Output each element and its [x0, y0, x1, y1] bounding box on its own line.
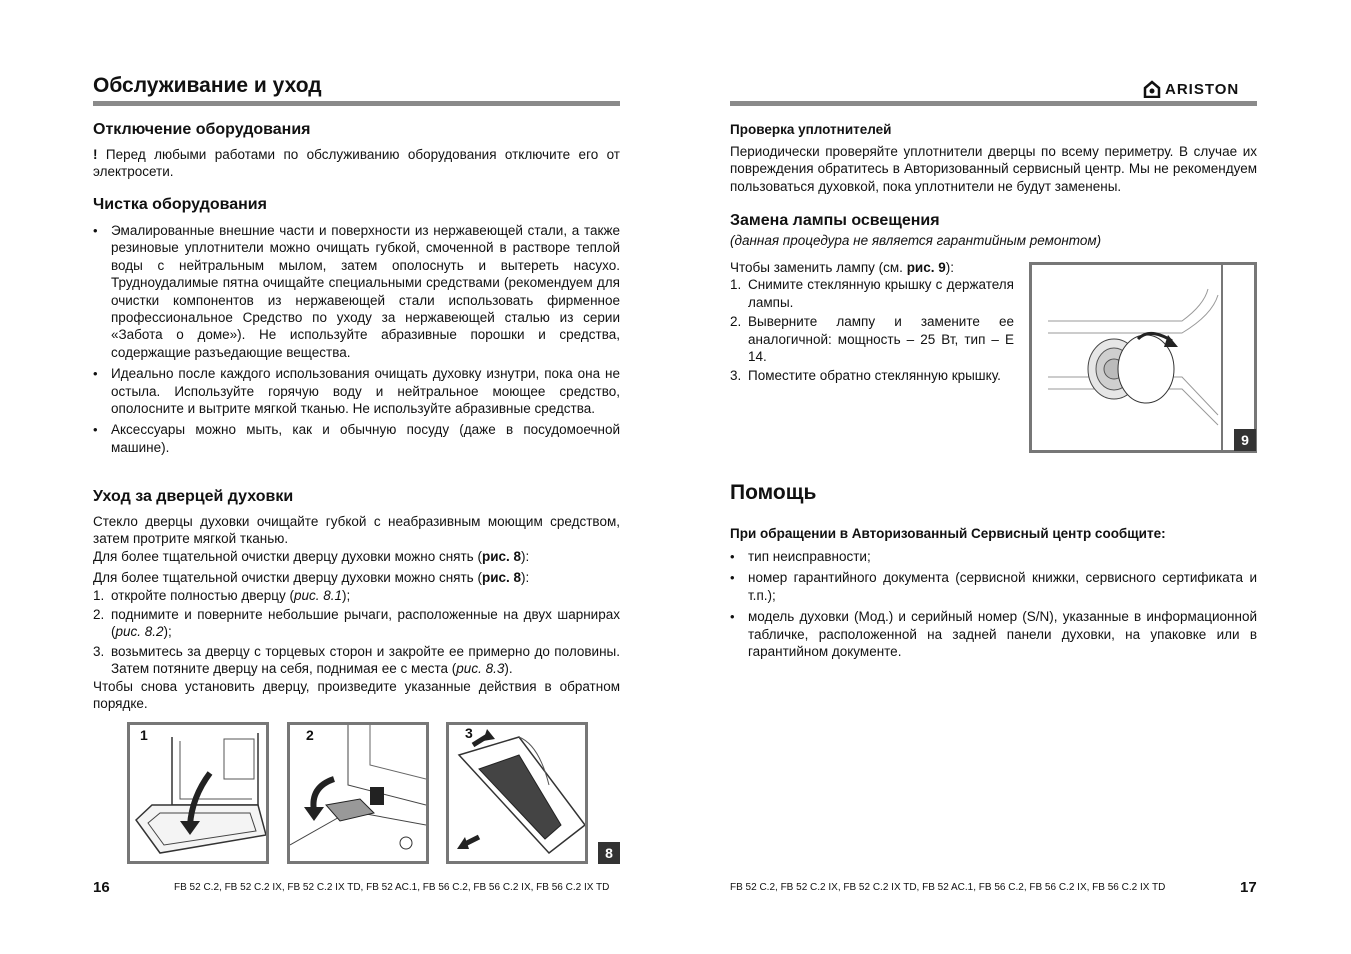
list-item: • Аксессуары можно мыть, как и обычную посуду (даже в посудомоечной машине).	[93, 421, 620, 456]
ariston-logo-icon	[1143, 80, 1161, 98]
list-item: • модель духовки (Мод.) и серийный номер (S/N), указанные в информационной табличке, расположенной на задней панели духовки, на упаковке или в гарантийном документе.	[730, 608, 1257, 660]
heading-lamp: Замена лампы освещения	[730, 212, 940, 229]
hinge-lever-illustration	[290, 725, 426, 861]
lamp-replacement-illustration	[1032, 265, 1254, 450]
page-number: 17	[1240, 879, 1257, 896]
door-remove-line-repeat: Для более тщательной очистки дверцу духовки можно снять (рис. 8):	[93, 570, 530, 586]
title-rule	[730, 101, 1257, 106]
list-item: • Эмалированные внешние части и поверхности из нержавеющей стали, а также резиновые уплотнители можно очищать губкой, смоченной в растворе теплой воды с нейтральным мылом, затем ополоснуть и вытереть насухо. Трудноудалимые пятна очищайте специальными средствами (рекомендуем для очистки компонентов из нержавеющей стали использовать фирменное профессиональное Средство по уходу за нержавеющей сталью из серии «Забота о доме»). Не используйте абразивные порошки и средства, содержащие разъедающие вещества.	[93, 222, 620, 361]
page-number: 16	[93, 879, 110, 896]
page-title: Обслуживание и уход	[93, 74, 322, 97]
figure-8-panel-3	[446, 722, 588, 864]
lamp-intro: Чтобы заменить лампу (см. рис. 9):	[730, 260, 955, 275]
door-remove-line: Для более тщательной очистки дверцу духовки можно снять (рис. 8):	[93, 548, 530, 564]
list-item: 2. поднимите и поверните небольшие рычаги, расположенные на двух шарнирах (рис. 8.2);	[93, 607, 620, 640]
figure-9-tag: 9	[1234, 429, 1256, 451]
list-item: 3. Поместите обратно стеклянную крышку.	[730, 368, 1001, 384]
brand-name: ARISTON	[1165, 80, 1240, 98]
list-item: • номер гарантийного документа (сервисной книжки, сервисного сертификата и т.п.);	[730, 569, 1257, 604]
oven-door-open-illustration	[130, 725, 266, 861]
heading-help: Помощь	[730, 481, 817, 504]
figure-panel-label: 3	[465, 725, 473, 741]
lamp-steps	[730, 259, 1014, 387]
title-rule	[93, 101, 620, 106]
door-removal-illustration	[449, 725, 585, 861]
figure-panel-label: 1	[140, 727, 148, 743]
heading-cleaning: Чистка оборудования	[93, 196, 267, 213]
cleaning-list	[93, 222, 620, 460]
model-list: FB 52 C.2, FB 52 C.2 IX, FB 52 C.2 IX TD, FB 52 AC.1, FB 56 C.2, FB 56 C.2 IX, FB 56 C.2 IX TD	[174, 882, 610, 893]
help-list	[730, 548, 1257, 664]
heading-door-care: Уход за дверцей духовки	[93, 488, 294, 505]
list-item: 1. откройте полностью дверцу (рис. 8.1);	[93, 587, 351, 603]
list-item: • Идеально после каждого использования очищать духовку изнутри, пока она не остыла. Используйте горячую воду и нейтральное моющее средство, ополосните и вытрите мягкой тканью. Не используйте абразивные средства.	[93, 365, 620, 417]
figure-panel-label: 2	[306, 727, 314, 743]
heading-disconnect: Отключение оборудования	[93, 121, 311, 138]
help-lead: При обращении в Авторизованный Сервисный центр сообщите:	[730, 526, 1166, 541]
figure-9	[1029, 262, 1257, 453]
lamp-note: (данная процедура не является гарантийным ремонтом)	[730, 233, 1102, 248]
figure-8-panel-2	[287, 722, 429, 864]
list-item: 1. Снимите стеклянную крышку с держателя лампы.	[730, 277, 1014, 310]
list-item: • тип неисправности;	[730, 548, 1257, 565]
list-item: 3. возьмитесь за дверцу с торцевых сторон и закройте ее примерно до половины. Затем потяните дверцу на себя, поднимая ее с места (рис. 8.3).	[93, 643, 620, 677]
figure-8-panel-1	[127, 722, 269, 864]
figure-8-tag: 8	[598, 842, 620, 864]
disconnect-text: ! Перед любыми работами по обслуживанию оборудования отключите его от электросети.	[93, 147, 620, 180]
brand-logo	[1143, 80, 1239, 98]
warning-mark: !	[93, 147, 98, 162]
seals-text: Периодически проверяйте уплотнители дверцы по всему периметру. В случае их повреждения обратитесь в Авторизованный сервисный центр. Мы не рекомендуем пользоваться духовкой, пока уплотнители не будут заменены.	[730, 144, 1257, 194]
door-outro: Чтобы снова установить дверцу, произведите указанные действия в обратном порядке.	[93, 678, 620, 712]
door-intro: Стекло дверцы духовки очищайте губкой с неабразивным моющим средством, затем протрите мягкой тканью.	[93, 514, 620, 547]
list-item: 2. Выверните лампу и замените ее аналогичной: мощность – 25 Вт, тип – Е 14.	[730, 314, 1014, 365]
heading-seals: Проверка уплотнителей	[730, 122, 892, 137]
door-care-body	[93, 513, 620, 712]
model-list: FB 52 C.2, FB 52 C.2 IX, FB 52 C.2 IX TD, FB 52 AC.1, FB 56 C.2, FB 56 C.2 IX, FB 56 C.2 IX TD	[730, 882, 1166, 893]
